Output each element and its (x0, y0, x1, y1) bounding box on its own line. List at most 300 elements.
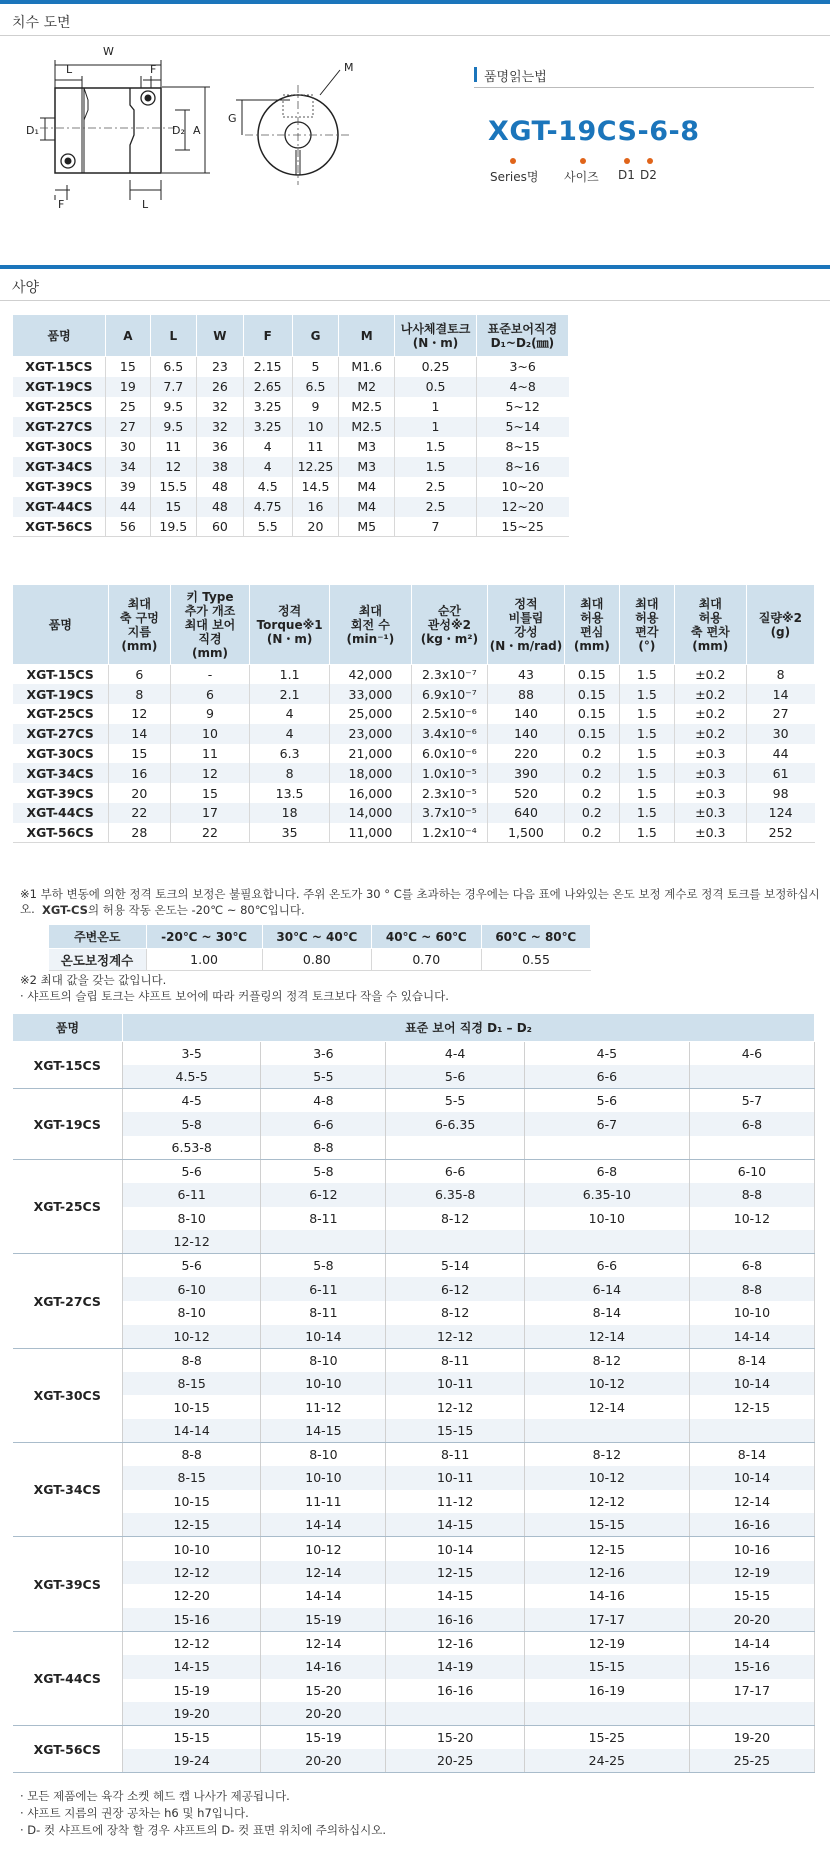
bore-size-cell: 6-8 (689, 1112, 814, 1136)
label-G: G (228, 112, 237, 125)
table-cell: 0.5 (395, 377, 477, 397)
table-row (13, 783, 815, 803)
footer-note: · D- 컷 샤프트에 장착 할 경우 샤프트의 D- 컷 표면 위치에 주의하십시오. (20, 1823, 387, 1837)
table-cell: 17 (170, 803, 249, 823)
table-cell: ±0.3 (674, 783, 746, 803)
column-header: L (150, 315, 197, 357)
bore-size-cell: 6-11 (261, 1277, 386, 1301)
bore-size-cell: 19-20 (689, 1726, 814, 1750)
column-header: 30℃ ~ 40℃ (262, 925, 371, 949)
bore-size-cell: 6-8 (689, 1254, 814, 1278)
bore-size-cell: 15-19 (123, 1679, 261, 1703)
part-number: XGT-56CS (13, 517, 106, 537)
table-row (13, 724, 815, 744)
note-1b-bold: XGT-CS (42, 903, 88, 917)
bore-size-cell: 8-12 (524, 1443, 689, 1467)
bore-size-cell: 10-14 (689, 1466, 814, 1490)
bore-size-cell: 20-25 (386, 1749, 524, 1773)
part-number: XGT-19CS (13, 377, 106, 397)
bore-size-cell: 10-10 (261, 1372, 386, 1396)
bore-size-cell: 15-16 (123, 1608, 261, 1632)
column-header: 순간 관성※2 (kg・m²) (411, 585, 488, 665)
bore-size-cell: 10-15 (123, 1395, 261, 1419)
bore-size-cell: 12-15 (123, 1513, 261, 1537)
bore-size-cell: 12-15 (524, 1537, 689, 1561)
table-cell: ±0.2 (674, 704, 746, 724)
table-cell: 16,000 (330, 783, 411, 803)
bore-size-cell: 15-15 (689, 1584, 814, 1608)
table-cell: 22 (170, 823, 249, 843)
table-row (13, 1089, 815, 1113)
table-cell: 0.2 (564, 763, 619, 783)
bore-size-cell: 10-10 (123, 1537, 261, 1561)
table-cell: 12 (170, 763, 249, 783)
bore-size-cell: 10-12 (123, 1325, 261, 1349)
bore-size-cell: 12-19 (689, 1561, 814, 1585)
naming-heading: 품명읽는법 (474, 66, 814, 88)
table-cell: 1,500 (488, 823, 565, 843)
bore-size-cell: 6-6 (524, 1065, 689, 1089)
bore-size-cell (689, 1065, 814, 1089)
table-cell: 6.0x10⁻⁶ (411, 744, 488, 764)
bore-size-cell (524, 1230, 689, 1254)
table-cell: 5 (292, 357, 339, 377)
table-cell: 33,000 (330, 684, 411, 704)
table-cell: 4 (243, 457, 292, 477)
table-cell: 0.25 (395, 357, 477, 377)
naming-label-series: Series명 (490, 170, 539, 184)
table-row (13, 1183, 815, 1207)
table-row (13, 1301, 815, 1325)
marker-dot (510, 158, 516, 164)
bore-size-cell: 12-12 (386, 1395, 524, 1419)
bore-size-cell: 12-14 (524, 1325, 689, 1349)
table-row (13, 803, 815, 823)
table-cell: 4.75 (243, 497, 292, 517)
table-cell: 20 (292, 517, 339, 537)
table-cell: 2.3x10⁻⁷ (411, 665, 488, 685)
bore-size-cell: 10-12 (261, 1537, 386, 1561)
table-row (13, 1395, 815, 1419)
bore-size-cell: 4-8 (261, 1089, 386, 1113)
column-header: 최대 허용 축 편차 (mm) (674, 585, 746, 665)
table-cell: 0.2 (564, 803, 619, 823)
table-cell: 15 (106, 357, 150, 377)
bore-size-cell: 5-8 (261, 1254, 386, 1278)
table-cell: 2.5x10⁻⁶ (411, 704, 488, 724)
part-number: XGT-27CS (13, 724, 109, 744)
bore-size-cell (524, 1136, 689, 1160)
table-cell: 48 (197, 477, 244, 497)
table-row (13, 357, 569, 377)
bore-size-cell: 8-11 (386, 1348, 524, 1372)
bore-size-cell: 14-14 (123, 1419, 261, 1443)
table-cell: 12 (108, 704, 170, 724)
table-cell: 1.5 (395, 457, 477, 477)
part-number: XGT-44CS (13, 497, 106, 517)
table-cell: 42,000 (330, 665, 411, 685)
part-number: XGT-25CS (13, 704, 109, 724)
table-cell: 18 (249, 803, 329, 823)
bore-size-cell: 16-16 (689, 1513, 814, 1537)
column-header: 품명 (13, 585, 109, 665)
table-row (13, 1254, 815, 1278)
note-3: · 샤프트의 슬립 토크는 샤프트 보어에 따라 커플링의 정격 토크보다 작을 수 있습니다. (20, 989, 449, 1003)
naming-label-size: 사이즈 (564, 170, 599, 184)
table-cell: 60 (197, 517, 244, 537)
table-cell: 36 (197, 437, 244, 457)
table-cell: 56 (106, 517, 150, 537)
temperature-correction-table (48, 924, 591, 971)
bore-size-cell: 4.5-5 (123, 1065, 261, 1089)
table-cell: 0.80 (262, 949, 371, 971)
table-row (13, 417, 569, 437)
table-cell: 6.5 (292, 377, 339, 397)
table-cell: 5~14 (476, 417, 568, 437)
bore-size-cell: 10-14 (386, 1537, 524, 1561)
bore-size-cell: 8-10 (261, 1443, 386, 1467)
bore-size-cell: 8-10 (123, 1207, 261, 1231)
table-cell: 15~25 (476, 517, 568, 537)
table-cell: 4 (249, 724, 329, 744)
bore-size-cell: 11-12 (261, 1395, 386, 1419)
table-row (13, 1631, 815, 1655)
bore-size-cell: 6-10 (123, 1277, 261, 1301)
bore-size-cell: 6-12 (386, 1277, 524, 1301)
bore-size-cell: 15-15 (386, 1419, 524, 1443)
bore-size-cell: 12-16 (524, 1561, 689, 1585)
bore-size-cell: 4-6 (689, 1042, 814, 1066)
table-cell: 520 (488, 783, 565, 803)
table-cell: 6.9x10⁻⁷ (411, 684, 488, 704)
bore-size-cell: 19-20 (123, 1702, 261, 1726)
table-cell: 4 (249, 704, 329, 724)
table-cell: 14 (108, 724, 170, 744)
table-cell: 3~6 (509, 359, 536, 375)
table-cell: M1.6 (339, 357, 395, 377)
bore-size-cell: 14-16 (524, 1584, 689, 1608)
table-cell: 6 (170, 684, 249, 704)
bore-size-cell (386, 1230, 524, 1254)
column-header: -20℃ ~ 30℃ (146, 925, 262, 949)
column-header: 최대 허용 편각 (°) (619, 585, 674, 665)
bore-size-cell (386, 1702, 524, 1726)
column-header: A (106, 315, 150, 357)
table-cell: 15 (108, 744, 170, 764)
part-number: XGT-15CS (13, 1042, 123, 1089)
label-M: M (344, 61, 354, 74)
table-row (13, 763, 815, 783)
bore-size-cell: 15-19 (261, 1726, 386, 1750)
bore-size-cell (524, 1419, 689, 1443)
footer-note: · 모든 제품에는 육각 소켓 헤드 캡 나사가 제공됩니다. (20, 1789, 290, 1803)
bore-size-cell: 16-16 (386, 1679, 524, 1703)
table-cell: 25,000 (330, 704, 411, 724)
row-header: 온도보정계수 (49, 949, 147, 971)
table-cell: 8 (249, 763, 329, 783)
part-number: XGT-27CS (13, 417, 106, 437)
column-header: 나사체결토크 (N・m) (395, 315, 477, 357)
bore-size-cell: 3-5 (123, 1042, 261, 1066)
bore-size-cell: 10-11 (386, 1466, 524, 1490)
part-number: XGT-27CS (13, 1254, 123, 1348)
bore-size-cell: 6-6 (386, 1159, 524, 1183)
column-header: 키 Type 추가 개조 최대 보어 직경 (mm) (170, 585, 249, 665)
table-cell: 390 (488, 763, 565, 783)
table-cell: 0.15 (564, 684, 619, 704)
bore-size-cell: 5-8 (123, 1112, 261, 1136)
table-cell: 3.7x10⁻⁵ (411, 803, 488, 823)
table-cell: ±0.3 (674, 803, 746, 823)
dimension-drawing (0, 40, 400, 240)
bore-size-cell: 5-6 (386, 1065, 524, 1089)
bore-size-cell: 10-10 (261, 1466, 386, 1490)
bore-size-cell: 14-14 (261, 1584, 386, 1608)
table-cell: 1.2x10⁻⁴ (411, 823, 488, 843)
bore-size-cell: 17-17 (524, 1608, 689, 1632)
bore-size-cell: 10-12 (689, 1207, 814, 1231)
bore-size-cell: 12-16 (386, 1631, 524, 1655)
part-number: XGT-30CS (13, 744, 109, 764)
bore-size-cell: 6-14 (524, 1277, 689, 1301)
table-cell: 0.70 (372, 949, 481, 971)
table-cell: 11 (150, 437, 197, 457)
dimension-table (12, 314, 569, 537)
bore-size-cell: 6.35-10 (524, 1183, 689, 1207)
table-cell: 1.5 (619, 744, 674, 764)
table-cell: 1.00 (146, 949, 262, 971)
table-row (13, 1230, 815, 1254)
table-cell: 0.55 (481, 949, 591, 971)
table-row (13, 1655, 815, 1679)
bore-size-cell: 8-12 (524, 1348, 689, 1372)
bore-size-cell: 8-12 (386, 1207, 524, 1231)
bore-size-cell: 12-12 (524, 1490, 689, 1514)
bore-size-cell (689, 1136, 814, 1160)
table-cell: 30 (106, 437, 150, 457)
table-cell: 4 (243, 437, 292, 457)
part-number: XGT-39CS (13, 477, 106, 497)
bore-size-cell: 8-14 (689, 1348, 814, 1372)
label-D2: D₂ (172, 124, 185, 137)
table-cell: 6 (108, 665, 170, 685)
table-cell: 15.5 (150, 477, 197, 497)
bore-size-cell: 12-14 (524, 1395, 689, 1419)
table-cell: 140 (488, 724, 565, 744)
bore-size-cell: 5-6 (123, 1254, 261, 1278)
bore-size-cell: 8-11 (386, 1443, 524, 1467)
bore-size-cell: 14-14 (689, 1631, 814, 1655)
bore-size-cell: 6-8 (524, 1159, 689, 1183)
column-header: M (339, 315, 395, 357)
marker-dot (580, 158, 586, 164)
table-cell: 10 (292, 417, 339, 437)
label-A: A (193, 124, 201, 137)
bore-size-cell: 5-5 (261, 1065, 386, 1089)
performance-table (12, 584, 815, 843)
table-row (13, 457, 569, 477)
bore-size-cell: 4-4 (386, 1042, 524, 1066)
table-cell: 15 (150, 497, 197, 517)
column-header: 표준보어직경 D₁~D₂(㎜) (476, 315, 568, 357)
bore-size-cell: 15-15 (123, 1726, 261, 1750)
column-header: 주변온도 (49, 925, 147, 949)
table-cell: ±0.2 (674, 665, 746, 685)
table-cell: 1.5 (619, 684, 674, 704)
table-row (13, 744, 815, 764)
bore-size-cell: 6.53-8 (123, 1136, 261, 1160)
bore-size-cell: 15-20 (261, 1679, 386, 1703)
bore-size-cell: 6-6.35 (386, 1112, 524, 1136)
label-W: W (103, 45, 114, 58)
bore-size-cell: 11-12 (386, 1490, 524, 1514)
table-cell: 0.2 (564, 783, 619, 803)
note-1b (42, 903, 305, 918)
table-cell: 39 (106, 477, 150, 497)
table-cell: 9 (292, 397, 339, 417)
table-cell: 15 (170, 783, 249, 803)
bore-size-cell: 10-10 (689, 1301, 814, 1325)
table-cell: M4 (339, 477, 395, 497)
table-row (13, 1159, 815, 1183)
note-2: ※2 최대 값을 갖는 값입니다. (20, 973, 167, 987)
bore-size-cell: 8-8 (689, 1277, 814, 1301)
table-cell: 3.4x10⁻⁶ (411, 724, 488, 744)
table-cell: 1 (395, 417, 477, 437)
table-cell: 32 (197, 417, 244, 437)
bore-size-cell: 8-8 (123, 1348, 261, 1372)
table-cell: 5~12 (505, 399, 540, 414)
bore-size-cell (524, 1702, 689, 1726)
bore-size-cell: 8-15 (123, 1466, 261, 1490)
table-cell: 12.25 (292, 457, 339, 477)
part-number: XGT-44CS (13, 803, 109, 823)
note-1b-rest: 의 허용 작동 온도는 -20℃ ~ 80℃입니다. (87, 903, 305, 917)
bore-size-cell: 8-11 (261, 1207, 386, 1231)
table-cell: 14.5 (292, 477, 339, 497)
bore-size-cell: 3-6 (261, 1042, 386, 1066)
part-number: XGT-25CS (13, 1159, 123, 1253)
table-row (13, 1726, 815, 1750)
bore-size-cell: 10-14 (261, 1325, 386, 1349)
table-row (13, 1325, 815, 1349)
column-header: 최대 허용 편심 (mm) (564, 585, 619, 665)
bore-size-cell: 8-8 (123, 1443, 261, 1467)
table-cell: 23,000 (330, 724, 411, 744)
table-cell: 4~8 (476, 377, 568, 397)
bore-size-cell: 8-11 (261, 1301, 386, 1325)
table-cell: 27 (106, 417, 150, 437)
bore-size-cell: 8-10 (123, 1301, 261, 1325)
table-cell: ±0.3 (674, 763, 746, 783)
part-number: XGT-19CS (13, 684, 109, 704)
bore-size-cell: 20-20 (689, 1608, 814, 1632)
table-cell: 10 (170, 724, 249, 744)
bore-size-cell: 16-16 (386, 1608, 524, 1632)
bore-size-cell: 25-25 (689, 1749, 814, 1773)
table-cell: 12 (150, 457, 197, 477)
table-cell: 1.5 (619, 763, 674, 783)
bore-size-cell: 11-11 (261, 1490, 386, 1514)
note-1: ※1 부하 변동에 의한 정격 토크의 보정은 불필요합니다. 주위 온도가 30 ° C를 초과하는 경우에는 다음 표에 나와있는 온도 보정 계수로 정격 토크를 보정하십시오. (20, 887, 820, 916)
table-cell: 6.5 (150, 357, 197, 377)
table-row (13, 1537, 815, 1561)
table-cell: M2.5 (339, 397, 395, 417)
bore-size-cell: 10-10 (524, 1207, 689, 1231)
bore-size-cell: 15-15 (524, 1655, 689, 1679)
table-cell: 14 (746, 684, 814, 704)
table-cell: 10~20 (501, 479, 544, 494)
column-header: 정격 Torque※1 (N・m) (249, 585, 329, 665)
bore-size-cell: 17-17 (689, 1679, 814, 1703)
table-cell: 18,000 (330, 763, 411, 783)
table-cell: ±0.2 (674, 724, 746, 744)
marker-dot (624, 158, 630, 164)
table-row (13, 377, 569, 397)
table-row (13, 1561, 815, 1585)
bore-size-cell: 14-19 (386, 1655, 524, 1679)
table-cell: 1.5 (619, 704, 674, 724)
part-number: XGT-15CS (13, 665, 109, 685)
table-row (13, 704, 815, 724)
table-cell: 8 (776, 667, 785, 683)
table-row (13, 1679, 815, 1703)
table-cell: 34 (106, 457, 150, 477)
table-cell: M5 (339, 517, 395, 537)
bore-size-cell: 10-12 (524, 1466, 689, 1490)
table-cell: 19 (106, 377, 150, 397)
table-row (13, 1702, 815, 1726)
table-cell: 30 (746, 724, 814, 744)
table-row (13, 1042, 815, 1066)
table-cell: 21,000 (330, 744, 411, 764)
bore-size-cell: 8-10 (261, 1348, 386, 1372)
table-cell: 20 (108, 783, 170, 803)
table-row (13, 684, 815, 704)
bore-size-cell: 14-14 (261, 1513, 386, 1537)
table-cell: ±0.3 (674, 744, 746, 764)
bore-size-cell: 14-15 (386, 1513, 524, 1537)
bore-size-cell: 5-6 (123, 1159, 261, 1183)
table-cell: 19.5 (150, 517, 197, 537)
bore-size-cell: 12-15 (689, 1395, 814, 1419)
table-cell: 6.3 (249, 744, 329, 764)
column-header: 품명 (13, 315, 106, 357)
table-cell: 44 (772, 746, 789, 762)
table-cell: ±0.2 (674, 684, 746, 704)
table-row (13, 1466, 815, 1490)
bore-size-cell: 12-15 (386, 1561, 524, 1585)
bore-size-cell: 12-20 (123, 1584, 261, 1608)
bore-size-cell: 6-7 (524, 1112, 689, 1136)
table-cell: 1.5 (395, 437, 477, 457)
table-cell: ±0.3 (674, 823, 746, 843)
part-number: XGT-34CS (13, 1443, 123, 1537)
table-cell: 28 (108, 823, 170, 843)
part-number: XGT-34CS (13, 763, 109, 783)
bore-size-cell: 5-14 (386, 1254, 524, 1278)
bore-size-cell: 8-8 (261, 1136, 386, 1160)
bore-size-cell: 15-20 (386, 1726, 524, 1750)
table-row (13, 1584, 815, 1608)
bore-size-cell: 8-15 (123, 1372, 261, 1396)
table-row (13, 1136, 815, 1160)
section-title: 사양 (12, 280, 40, 296)
part-number: XGT-25CS (13, 397, 106, 417)
bore-size-cell: 12-14 (261, 1631, 386, 1655)
bore-size-cell: 10-12 (524, 1372, 689, 1396)
table-row (13, 1490, 815, 1514)
